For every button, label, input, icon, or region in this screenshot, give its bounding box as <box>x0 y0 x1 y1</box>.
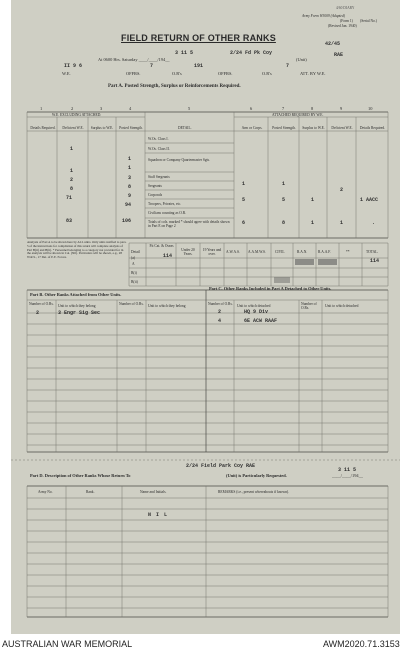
form-reference: Army Form W3009 (Adapted) <box>302 14 346 18</box>
part-c-row-unit: HQ 9 Div <box>244 309 269 315</box>
header-deficient-2: Deficient W.E. <box>331 126 353 130</box>
offrs-label: OFFRS. <box>126 71 141 76</box>
serial-label: (Serial No.) <box>360 19 377 23</box>
analysis-header: Fit Cat. & Oseas <box>149 244 174 248</box>
part-b-col-header: Unit to which they belong <box>148 304 186 308</box>
part-c-row-unit: 6E ACW RAAF <box>244 318 278 324</box>
col-number: 8 <box>311 106 314 111</box>
col4-value: 1 <box>128 165 132 171</box>
analysis-header: 19 Years and over. <box>202 248 222 256</box>
header-posted-strength: Posted Strength. <box>119 126 143 130</box>
analysis-header: CIVIL <box>275 250 285 254</box>
att-value: 7 <box>286 63 290 69</box>
col2-value: 8 <box>70 186 74 192</box>
col10-total: . <box>372 220 376 226</box>
analysis-note: Analysis of Part A to be shown here by ALL units. Only units notified to para. 5 of the instructions for compilation of this return will complete analysis of Part B(ii) and B(ii). * Personnel belonging to a category not provided for in the analysis will be shown in Col. (Nil). Particulars will be shown, e.g., 28 W.R.S., 17 Det. of E.E. Forces. <box>27 240 127 260</box>
col-number: 4 <box>129 106 132 111</box>
col-number: 1 <box>40 106 43 111</box>
footer-accession: AWM2020.71.3153 <box>323 639 400 649</box>
analysis-total-value: 114 <box>370 258 380 264</box>
ors-value: 7 <box>150 63 154 69</box>
col2-value: 1 <box>70 146 74 152</box>
detail-row: W.Os. Class I. <box>148 137 169 141</box>
serial-number: 42/45 <box>325 41 341 47</box>
analysis-row-label: A <box>132 262 135 266</box>
col-number: 7 <box>282 106 285 111</box>
col4-value: 1 <box>128 156 132 162</box>
page-title: FIELD RETURN OF OTHER RANKS <box>121 33 276 43</box>
analysis-header: ** <box>346 250 350 254</box>
analysis-header: TOTAL. <box>366 250 379 254</box>
att-label: ATT. BY W.E. <box>300 71 326 76</box>
we-excluding-attached: W.E. EXCLUDING ATTACHED. <box>52 113 102 117</box>
col-number: 2 <box>71 106 74 111</box>
stamp-text: 4/60 DIARY <box>336 6 355 10</box>
part-d-header: Rank. <box>86 490 95 494</box>
header-details-required-2: Details Required. <box>359 126 386 130</box>
col6-total: 6 <box>242 220 246 226</box>
col4-value: 8 <box>128 184 132 190</box>
part-d-header: Name and Initials. <box>140 490 167 494</box>
detail-row: Troopers, Privates, etc. <box>148 202 182 206</box>
part-c-row-number: 2 <box>218 309 222 315</box>
part-b-row-number: 2 <box>36 310 40 316</box>
part-a-title: Part A. Posted Strength, Surplus or Reinforcements Required. <box>108 84 241 89</box>
col2-value: 1 <box>70 168 74 174</box>
part-c-title: Part C. Other Ranks Included in Part A Detached to Other Units. <box>209 286 332 291</box>
offrs2-label: OFFRS. <box>218 71 233 76</box>
unit-typed: 2/24 Fd Pk Coy <box>230 50 273 56</box>
part-d-nil: N I L <box>148 512 169 518</box>
col2-value: 2 <box>70 177 74 183</box>
col4-value: 94 <box>125 202 132 208</box>
header-arm-corps: Arm or Corps. <box>241 126 263 130</box>
header-detail: DETAIL. <box>178 126 192 130</box>
col4-total: 106 <box>122 218 132 224</box>
col2-value: 71 <box>66 195 73 201</box>
part-b-row-unit: 3 Engr Sig Sec <box>58 310 101 316</box>
col4-value: 9 <box>128 193 132 199</box>
part-d-header: Army No. <box>38 490 53 494</box>
detail-row: Corporals <box>148 193 163 197</box>
part-c-col-header: Unit to which detached <box>237 304 271 308</box>
analysis-header: Detail <box>131 250 140 254</box>
col6-value: 5 <box>242 197 246 203</box>
col-number: 3 <box>100 106 103 111</box>
header-deficient: Deficient W.E. <box>62 126 84 130</box>
col9-total: 1 <box>340 220 344 226</box>
ors2-label: O.R's <box>262 71 272 76</box>
col-number: 9 <box>340 106 343 111</box>
part-d-date-form: ____/____/194__ <box>332 473 363 478</box>
footer-credit: AUSTRALIAN WAR MEMORIAL <box>2 639 133 649</box>
part-b-title: Part B. Other Ranks Attached from Other Units. <box>30 292 122 297</box>
part-d-header: REMARKS (i.e., present whereabouts if known). <box>218 490 289 494</box>
analysis-header: R.A.N. <box>297 250 308 254</box>
part-c-col-header: Number of O.Rs. <box>301 302 317 310</box>
we-label: W.E. <box>62 71 71 76</box>
col7-total: 8 <box>282 220 286 226</box>
header-posted-strength-2: Posted Strength. <box>272 126 296 130</box>
unit-sub: RAE <box>334 52 344 58</box>
detail-row: Sergeants <box>148 184 162 188</box>
part-d-title: Part D. Description of Other Ranks Whose Return To <box>30 473 131 478</box>
col-number: 6 <box>250 106 253 111</box>
part-b-col-header: Number of O.Rs. <box>29 302 54 306</box>
analysis-row-label: B(i) <box>131 271 137 275</box>
header-surplus: Surplus to W.E. <box>90 126 114 130</box>
col2-total: 83 <box>66 218 73 224</box>
analysis-header: A.A.M.W.S. <box>248 250 266 254</box>
col7-value: 1 <box>282 181 286 187</box>
form-date: (Revised Jan. 1940) <box>328 24 357 28</box>
analysis-fit-value: 114 <box>163 253 173 259</box>
col4-value: 3 <box>128 175 132 181</box>
col10-typed: 1 AACC <box>360 197 379 203</box>
analysis-header: A.W.A.S. <box>226 250 240 254</box>
header-surplus-2: Surplus to W.E. <box>302 126 325 130</box>
form-sub: (Form 1) <box>340 19 353 23</box>
detail-row: W.Os. Class II. <box>148 147 170 151</box>
detail-row: Civilians counting as O.R. <box>148 211 187 215</box>
detail-row: Squadron or Company Quartermaster Sgts. <box>148 158 210 162</box>
header-details-required: Details Required. <box>30 126 56 130</box>
col7-value: 5 <box>282 197 286 203</box>
unit-label: (Unit) <box>296 57 307 62</box>
analysis-header: Under 20 Years. <box>181 248 195 256</box>
col-number: 5 <box>188 106 191 111</box>
detail-row: Totals of cols. marked * should agree with details shown in Part E on Page 2 <box>148 220 230 228</box>
part-d-title-mid: (Unit) is Particularly Requested. <box>226 473 287 478</box>
part-b-col-header: Unit to which they belong <box>58 304 96 308</box>
part-d-date-typed: 3 11 5 <box>338 467 357 473</box>
col8-total: 1 <box>311 220 315 226</box>
analysis-row-label: (a) <box>131 256 135 260</box>
ors2-value: 191 <box>194 63 204 69</box>
col9-value: 2 <box>340 187 344 193</box>
analysis-row-label: B(ii) <box>131 280 138 284</box>
col8-value: 1 <box>311 197 315 203</box>
at-line: At 0600 Hrs. Saturday ____/____/194__ <box>98 57 170 62</box>
part-d-stamp-line: 2/24 Field Park Coy RAE <box>186 463 256 469</box>
ors-label: O.R's <box>172 71 182 76</box>
col6-value: 1 <box>242 181 246 187</box>
detail-row: Staff Sergeants <box>148 175 170 179</box>
date-typed: 3 11 5 <box>175 50 194 56</box>
attached-required: ATTACHED REQUIRED BY W.E. <box>272 113 324 117</box>
analysis-header: R.A.A.F. <box>318 250 331 254</box>
part-b-col-header: Number of O.Rs. <box>119 302 144 306</box>
col-number: 10 <box>368 106 373 111</box>
part-c-col-header: Unit to which detached <box>325 304 359 308</box>
we-values: II 9 6 <box>64 63 83 69</box>
footer-bar <box>0 636 409 653</box>
part-c-col-header: Number of O.Rs. <box>208 302 233 306</box>
part-c-row-number: 4 <box>218 318 222 324</box>
